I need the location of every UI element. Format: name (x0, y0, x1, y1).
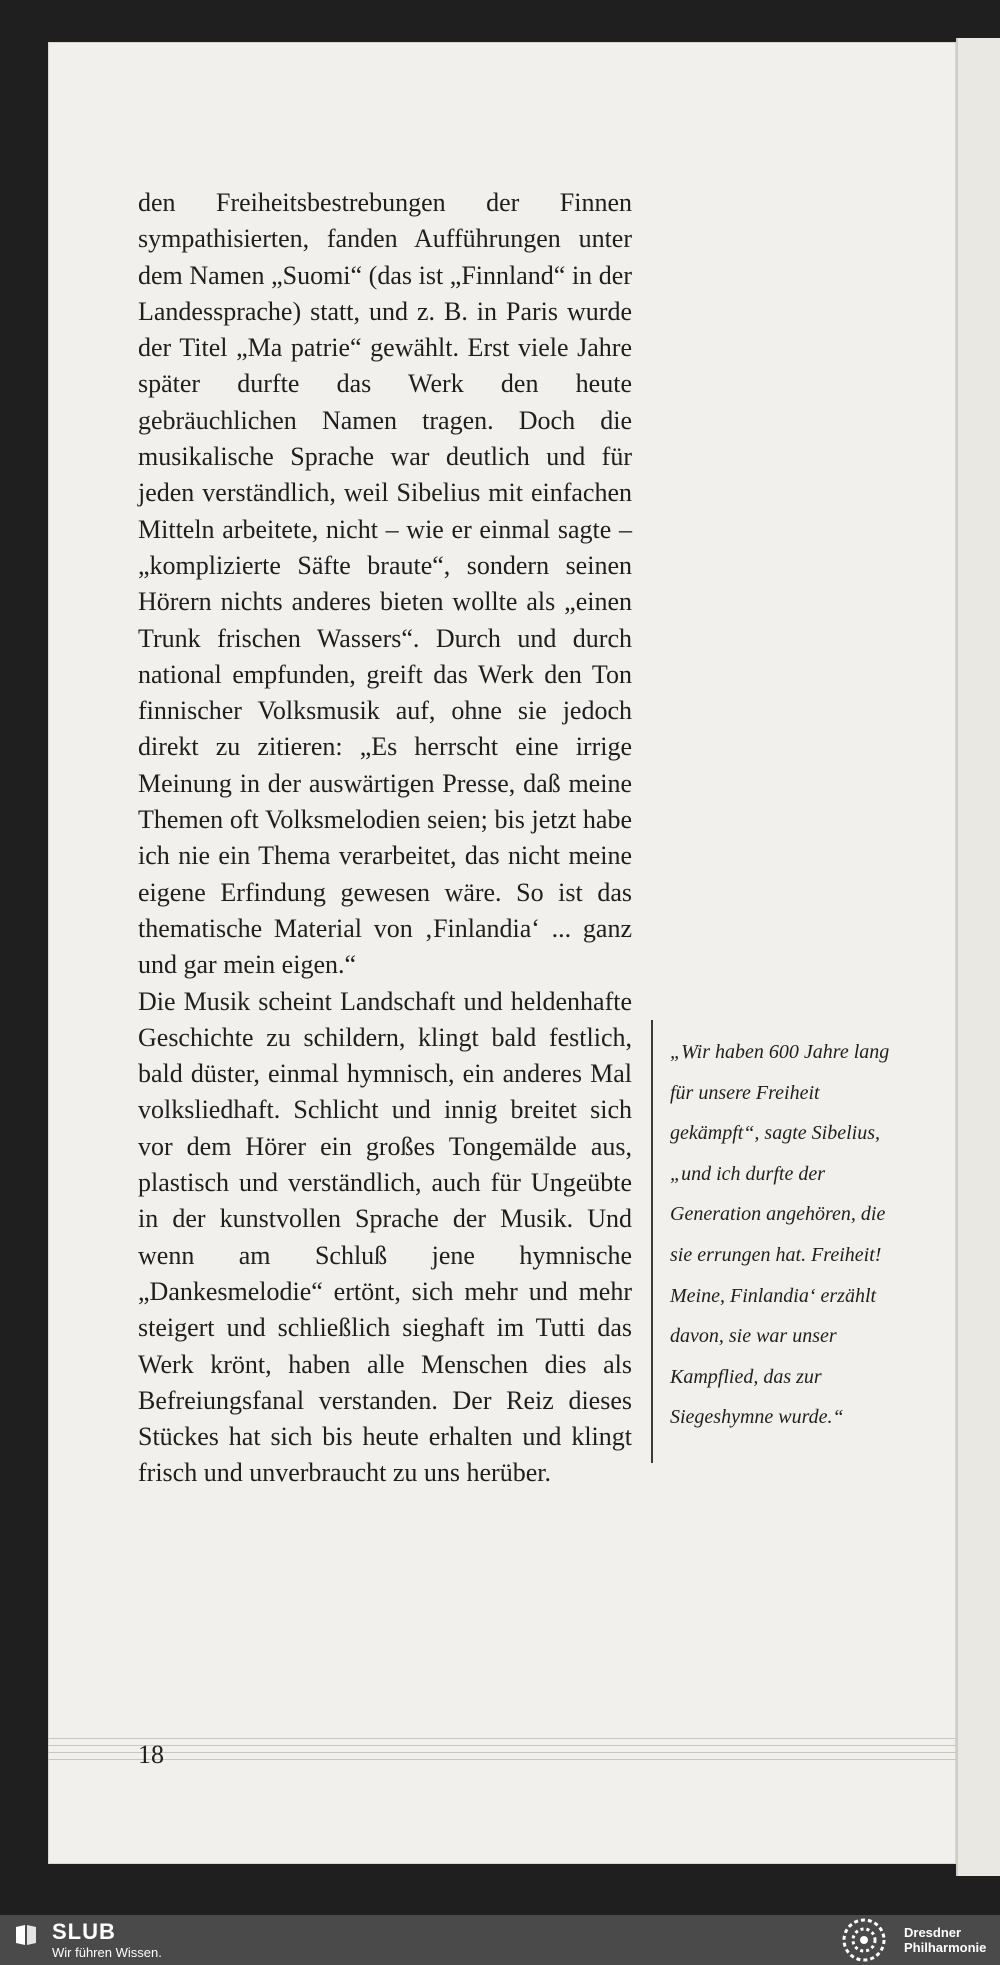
slub-name[interactable]: SLUB (52, 1919, 116, 1944)
viewer-footer-bar (0, 1915, 1000, 1965)
main-paragraph-1: den Freiheitsbestrebungen der Finnen sympathisierten, fanden Aufführungen unter dem Namen „Suomi“ (das ist „Finnland“ in der Landessprache) statt, und z. B. in Paris wurde der Titel „Ma patrie“ gewählt. Erst viele Jahre später durfte das Werk den heute gebräuchlichen Namen tragen. Doch die musikalische Sprache war deutlich und für jeden verständlich, weil Sibelius mit einfachen Mitteln arbeitete, nicht – wie er einmal sagte – „komplizierte Säfte braute“, sondern seinen Hörern nichts anderes bieten wollte als „einen Trunk frischen Wassers“. Durch und durch national empfunden, greift das Werk den Ton finnischer Volksmusik auf, ohne sie jedoch direkt zu zitieren: „Es herrscht eine irrige Meinung in der auswärtigen Presse, daß meine Themen oft Volksmelodien seien; bis jetzt habe ich nie ein Thema verarbeitet, das nicht meine eigene Erfindung gewesen wäre. So ist das thematische Material von ‚Finlandia‘ ... ganz und gar mein eigen.“ (138, 188, 632, 980)
philharmonie-name[interactable] (904, 1925, 986, 1955)
facing-page-edge (956, 38, 1000, 1876)
main-paragraph-2: Die Musik scheint Landschaft und heldenhafte Geschichte zu schildern, klingt bald festlich, bald düster, einmal hymnisch, ein anderes Mal volksliedhaft. Schlicht und innig breitet sich vor dem Hörer ein großes Tongemälde aus, plastisch und verständlich, auch für Ungeübte in der kunstvollen Sprache der Musik. Und wenn am Schluß jene hymnische „Dankesmelodie“ ertönt, sich mehr und mehr steigert und schließlich sieghaft im Tutti das Werk krönt, haben alle Menschen dies als Befreiungsfanal verstanden. Der Reiz dieses Stückes hat sich bis heute erhalten und klingt frisch und unverbraucht zu uns herüber. (138, 986, 632, 1488)
philharmonie-logo-icon[interactable] (842, 1918, 886, 1962)
philharmonie-name-line1: Dresdner (904, 1925, 962, 1940)
sidebar-divider (651, 1020, 653, 1463)
page-number: 18 (138, 1740, 164, 1769)
slub-tagline: Wir führen Wissen. (52, 1945, 162, 1960)
slub-logo-icon[interactable] (14, 1923, 38, 1947)
philharmonie-name-line2: Philharmonie (904, 1940, 987, 1955)
main-text-column (138, 185, 632, 1492)
footer-rule-lines (48, 1738, 956, 1768)
sidebar-quote: „Wir haben 600 Jahre lang für unsere Freiheit gekämpft“, sagte Sibelius, „und ich durfte der Generation angehören, die sie errungen hat. Freiheit! Meine, Finlandia‘ erzählt davon, sie war unser Kampflied, das zur Siegeshymne wurde.“ (670, 1041, 890, 1429)
